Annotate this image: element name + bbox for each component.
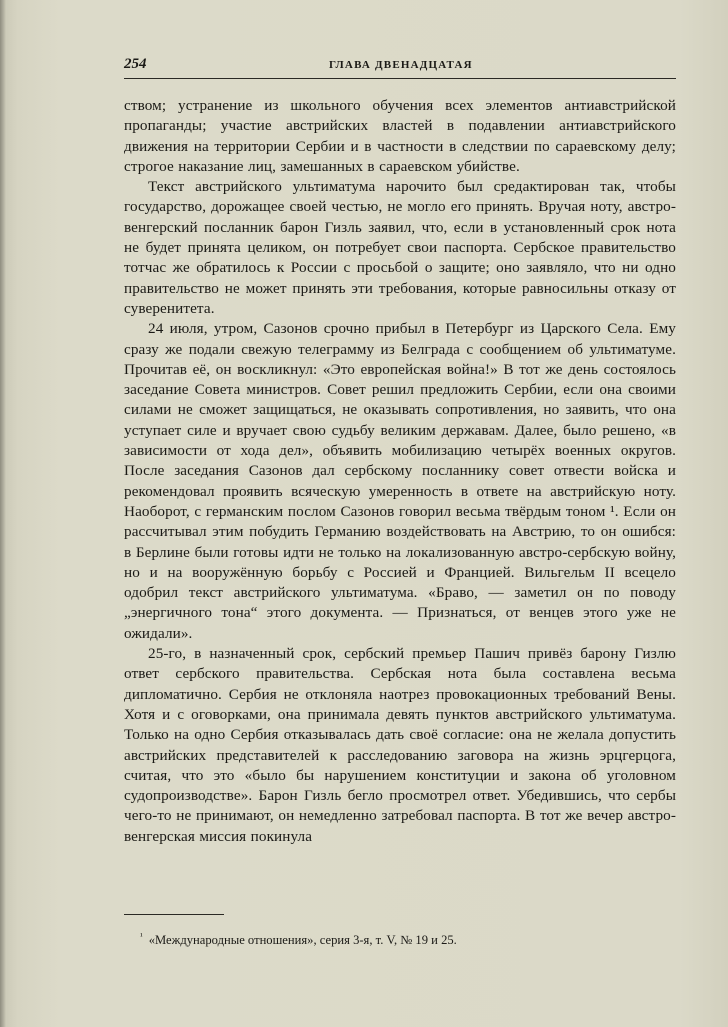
body-text xyxy=(124,96,676,847)
paragraph-july-24: 24 июля, утром, Сазонов срочно прибыл в Петербург из Царского Села. Ему сразу же подали свежую телеграмму из Белграда с сообщением об ультиматуме. Прочитав её, он воскликнул: «Это европейская война!» В тот же день состоялось заседание Совета министров. Совет решил предложить Сербии, если она своими силами не сможет защищаться, не оказывать сопротивления, но заявить, что она уступает силе и вручает свою судьбу великим державам. Далее, было решено, «в зависимости от хода дел», объявить мобилизацию четырёх военных округов. После заседания Сазонов дал сербскому посланнику совет отвести войска и рекомендовал проявить всяческую умеренность в ответе на австрийскую ноту. Наоборот, с германским послом Сазонов говорил весьма твёрдым тоном ¹. Если он рассчитывал этим побудить Германию воздействовать на Австрию, то он ошибся: в Берлине были готовы идти не только на локализованную австро-сербскую войну, но и на вооружённую борьбу с Россией и Францией. Вильгельм II всецело одобрил текст австрийского ультиматума. «Браво, — заметил он по поводу „энергичного тона“ этого документа. — Признаться, от венцев этого уже не ожидали». xyxy=(124,320,676,642)
page-header xyxy=(124,56,676,78)
paragraph-july-25: 25-го, в назначенный срок, сербский премьер Пашич привёз барону Гизлю ответ сербского правительства. Сербская нота была составлена весьма дипломатично. Сербия не отклоняла наотрез провокационных требований Вены. Хотя и с оговорками, она принимала девять пунктов австрийского ультиматума. Только на одно Сербия отказывалась дать своё согласие: она не желала допустить австрийских представителей к расследованию заговора на жизнь эрцгерцога, считая, что это «было бы нарушением конституции и закона об уголовном судопроизводстве». Барон Гизль бегло просмотрел ответ. Убедившись, что сербы чего-то не принимают, он немедленно затребовал паспорта. В тот же вечер австро-венгерская миссия покинула xyxy=(124,645,676,845)
paragraph-continued: ством; устранение из школьного обучения всех элементов антиавстрийской пропаганды; участие австрийских властей в подавлении антиавстрийского движения на территории Сербии и в частности в следствии по сараевскому делу; строгое наказание лиц, замешанных в сараевском убийстве. xyxy=(124,97,676,175)
footnote-rule xyxy=(124,914,224,915)
footnote-mark: ¹ xyxy=(140,931,143,941)
running-title: ГЛАВА ДВЕНАДЦАТАЯ xyxy=(329,59,473,71)
footnote-text: «Международные отношения», серия 3-я, т. V, № 19 и 25. xyxy=(148,933,457,948)
footnote xyxy=(140,928,676,948)
header-rule xyxy=(124,78,676,79)
page-number: 254 xyxy=(124,56,147,72)
paragraph-ultimatum-text: Текст австрийского ультиматума нарочито был средактирован так, чтобы государство, дорожащее своей честью, не могло его принять. Вручая ноту, австро-венгерский посланник барон Гизль заявил, что, если в установленный срок нота не будет принята целиком, он потребует свои паспорта. Сербское правительство тотчас же обратилось к России с просьбой о защите; оно заявляло, что ни одно правительство не может принять эти требования, которые равносильны отказу от суверенитета. xyxy=(124,178,676,317)
page-gutter-shadow xyxy=(0,0,6,1027)
